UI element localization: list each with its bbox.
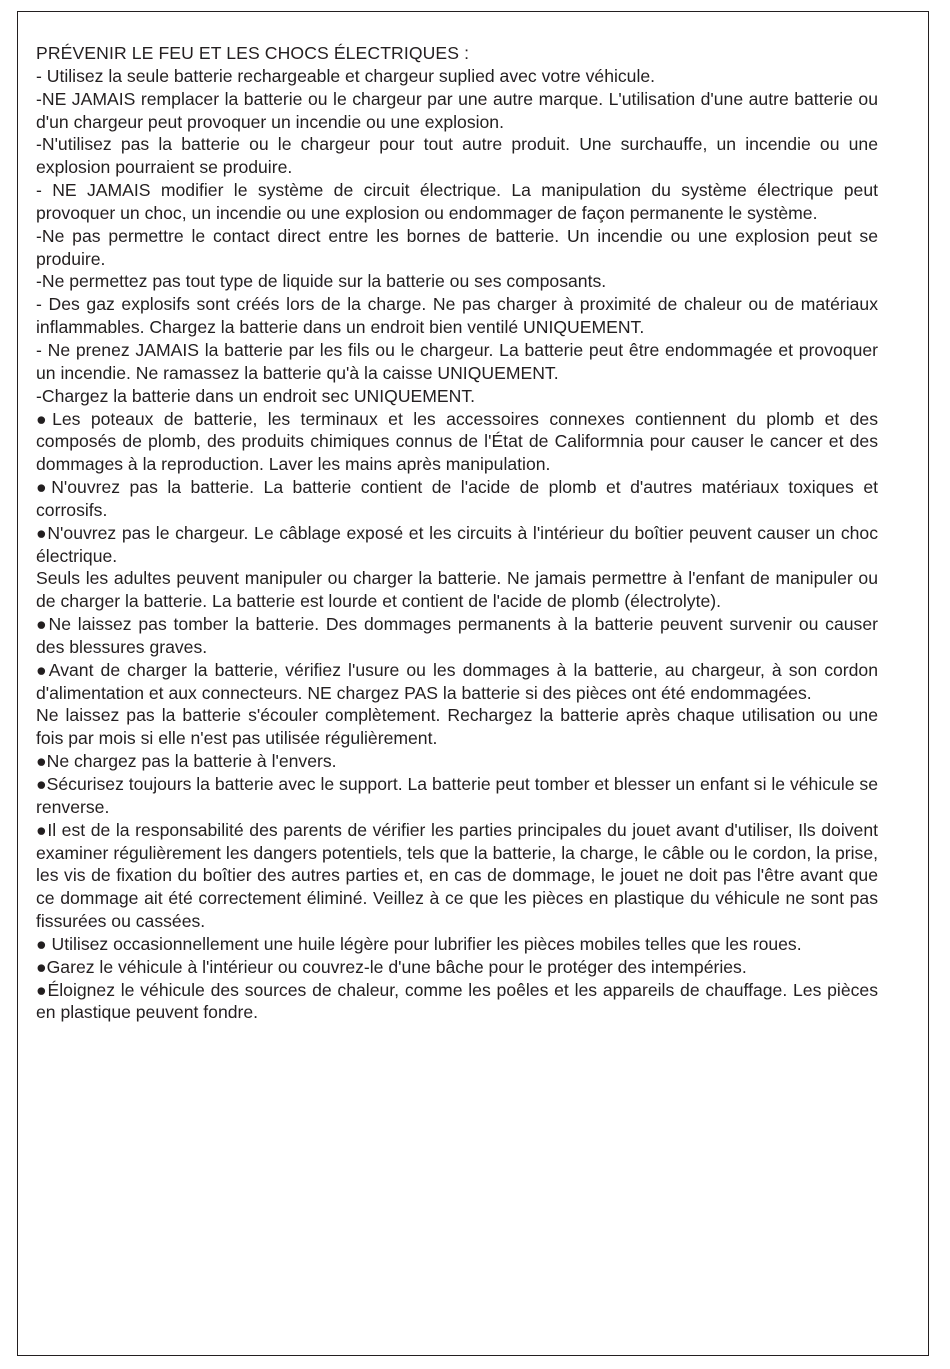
paragraph: ●N'ouvrez pas la batterie. La batterie contient de l'acide de plomb et d'autres matériaux toxiques et corrosifs. <box>36 477 878 520</box>
paragraph: ●Sécurisez toujours la batterie avec le support. La batterie peut tomber et blesser un enfant si le véhicule se renverse. <box>36 774 878 817</box>
paragraph: Ne laissez pas la batterie s'écouler complètement. Rechargez la batterie après chaque utilisation ou une fois par mois si elle n'est pas utilisée régulièrement. <box>36 705 878 749</box>
paragraph: ●Ne laissez pas tomber la batterie. Des dommages permanents à la batterie peuvent survenir ou causer des blessures graves. <box>36 614 878 657</box>
paragraph: - Utilisez la seule batterie rechargeable et chargeur suplied avec votre véhicule. <box>36 65 656 86</box>
paragraph: - NE JAMAIS modifier le système de circuit électrique. La manipulation du système électrique peut provoquer un choc, un incendie ou une explosion ou endommager de façon permanente le système. <box>36 180 878 223</box>
paragraph: - Des gaz explosifs sont créés lors de la charge. Ne pas charger à proximité de chaleur ou de matériaux inflammables. Chargez la batterie dans un endroit bien ventilé UNIQUEMENT. <box>36 294 878 338</box>
paragraph: -Ne pas permettre le contact direct entre les bornes de batterie. Un incendie ou une explosion peut se produire. <box>36 225 878 269</box>
paragraph: ●Les poteaux de batterie, les terminaux et les accessoires connexes contiennent du plomb et des composés de plomb, des produits chimiques connus de l'État de Califormnia pour causer le cancer et des dommages à la reproduction. Laver les mains après manipulation. <box>36 408 878 475</box>
paragraph: ●Garez le véhicule à l'intérieur ou couvrez-le d'une bâche pour le protéger des intempéries. <box>36 956 747 977</box>
paragraph: -Chargez la batterie dans un endroit sec UNIQUEMENT. <box>36 385 476 406</box>
paragraph: -NE JAMAIS remplacer la batterie ou le chargeur par une autre marque. L'utilisation d'une autre batterie ou d'un chargeur peut provoquer un incendie ou une explosion. <box>36 88 878 132</box>
paragraph: ●Ne chargez pas la batterie à l'envers. <box>36 751 337 772</box>
paragraph: -Ne permettez pas tout type de liquide sur la batterie ou ses composants. <box>36 271 607 292</box>
paragraph: Seuls les adultes peuvent manipuler ou charger la batterie. Ne jamais permettre à l'enfant de manipuler ou de charger la batterie. La batterie est lourde et contient de l'acide de plomb (électrolyte). <box>36 568 878 612</box>
paragraph: ●Avant de charger la batterie, vérifiez l'usure ou les dommages à la batterie, au chargeur, à son cordon d'alimentation et aux connecteurs. NE chargez PAS la batterie si des pièces ont été endommagées. <box>36 659 878 703</box>
paragraph: ●Il est de la responsabilité des parents de vérifier les parties principales du jouet avant d'utiliser, Ils doivent examiner régulièrement les dangers potentiels, tels que la batterie, la charge, le câble ou le cordon, la prise, les vis de fixation du boîtier des autres parties et, en cas de dommage, le jouet ne doit pas l'être avant que ce dommage ait été correctement éliminé. Veillez à ce que les pièces en plastique du véhicule ne sont pas fissurées ou cassées. <box>36 819 878 932</box>
paragraph: ●N'ouvrez pas le chargeur. Le câblage exposé et les circuits à l'intérieur du boîtier peuvent causer un choc électrique. <box>36 522 878 566</box>
section-heading: PRÉVENIR LE FEU ET LES CHOCS ÉLECTRIQUES : <box>36 43 470 63</box>
safety-warnings <box>36 42 878 1024</box>
paragraph: - Ne prenez JAMAIS la batterie par les fils ou le chargeur. La batterie peut être endommagée et provoquer un incendie. Ne ramassez la batterie qu'à la caisse UNIQUEMENT. <box>36 339 878 383</box>
paragraph: ● Utilisez occasionnellement une huile légère pour lubrifier les pièces mobiles telles que les roues. <box>36 933 802 954</box>
paragraph: ●Éloignez le véhicule des sources de chaleur, comme les poêles et les appareils de chauffage. Les pièces en plastique peuvent fondre. <box>36 979 878 1023</box>
paragraph: -N'utilisez pas la batterie ou le chargeur pour tout autre produit. Une surchauffe, un incendie ou une explosion pourraient se produire. <box>36 134 878 178</box>
